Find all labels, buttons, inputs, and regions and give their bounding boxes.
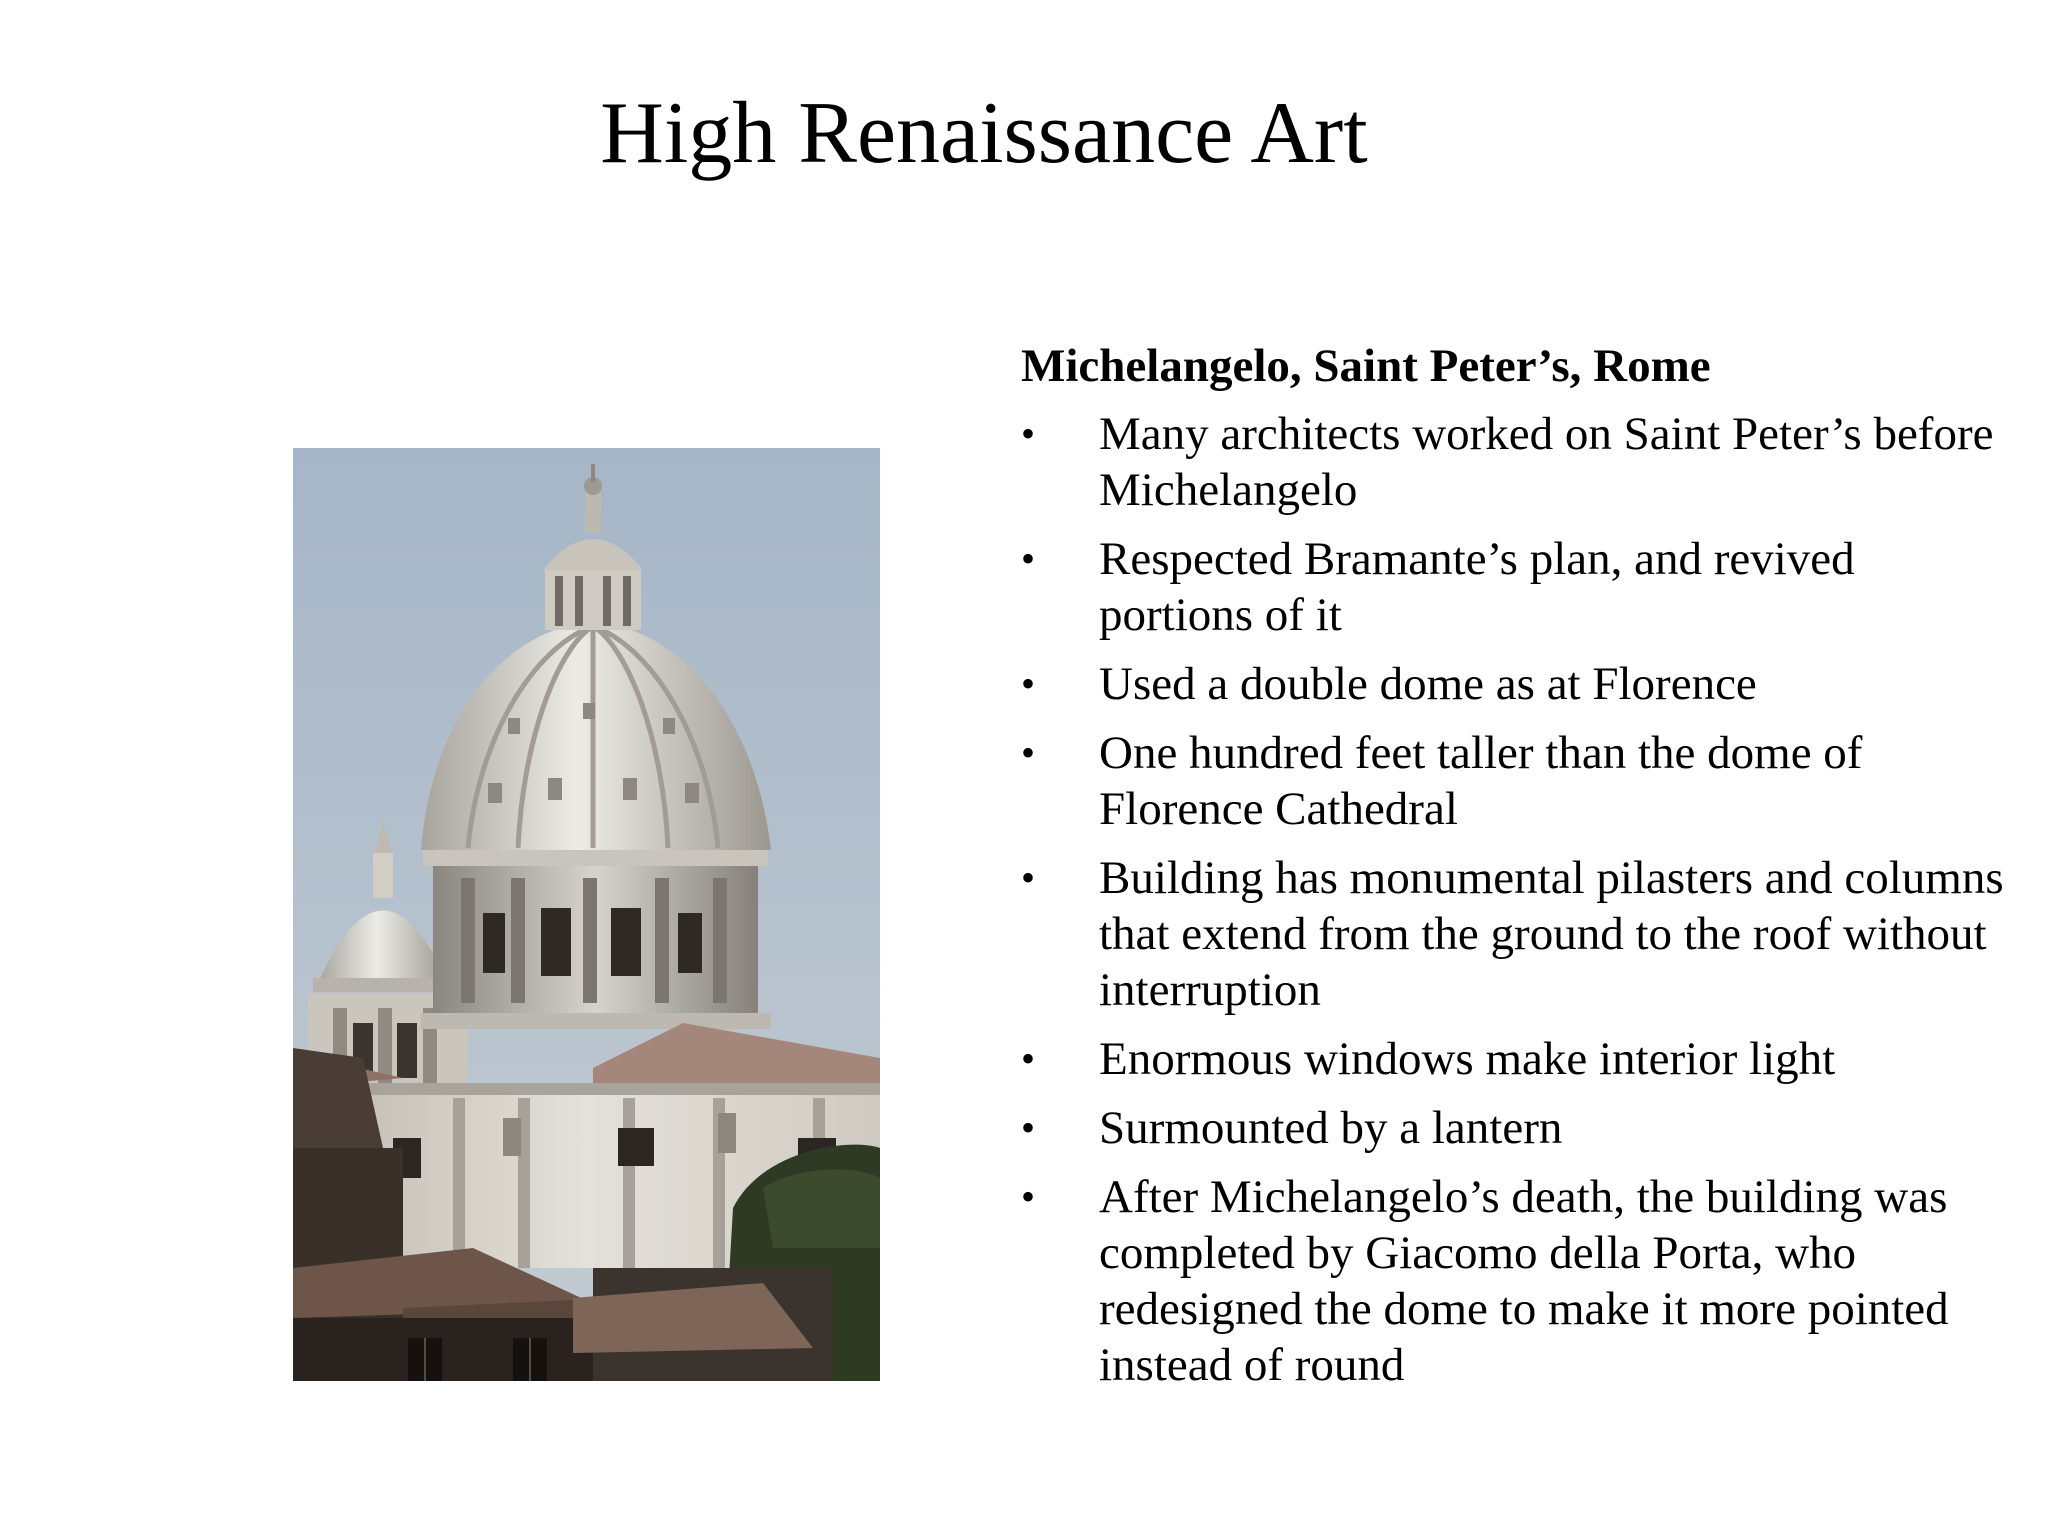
bullet-text: After Michelangelo’s death, the building was completed by Giacomo della Porta, who redesigned the dome to make it more pointed instead of round bbox=[1099, 1171, 1949, 1391]
slide-subtitle: Michelangelo, Saint Peter’s, Rome bbox=[1021, 340, 1711, 392]
bullet-dot-icon: • bbox=[1021, 1174, 1036, 1219]
bullet-text: Enormous windows make interior light bbox=[1099, 1033, 1836, 1085]
saint-peters-photo bbox=[293, 448, 880, 1381]
slide-title: High Renaissance Art bbox=[600, 85, 1368, 182]
bullet-item bbox=[1021, 1031, 2006, 1087]
bullet-text: Surmounted by a lantern bbox=[1099, 1102, 1563, 1154]
bullet-dot-icon: • bbox=[1021, 730, 1036, 775]
bullet-dot-icon: • bbox=[1021, 1105, 1036, 1150]
bullet-item bbox=[1021, 725, 2006, 837]
bullet-dot-icon: • bbox=[1021, 536, 1036, 581]
bullet-dot-icon: • bbox=[1021, 661, 1036, 706]
bullet-text: One hundred feet taller than the dome of Florence Cathedral bbox=[1099, 727, 1863, 835]
bullet-item bbox=[1021, 406, 2006, 518]
bullet-text: Many architects worked on Saint Peter’s before Michelangelo bbox=[1099, 408, 1994, 516]
bullet-item bbox=[1021, 1100, 2006, 1156]
bullet-item bbox=[1021, 1169, 2006, 1393]
bullet-dot-icon: • bbox=[1021, 855, 1036, 900]
bullet-item bbox=[1021, 656, 2006, 712]
bullet-list bbox=[1021, 406, 2006, 1393]
bullet-text: Respected Bramante’s plan, and revived portions of it bbox=[1099, 533, 1855, 641]
bullet-dot-icon: • bbox=[1021, 411, 1036, 456]
slide-content bbox=[1021, 334, 2006, 1406]
saint-peters-dome-illustration bbox=[293, 448, 880, 1381]
bullet-item bbox=[1021, 531, 2006, 643]
bullet-text: Building has monumental pilasters and columns that extend from the ground to the roof without interruption bbox=[1099, 852, 2004, 1016]
bullet-dot-icon: • bbox=[1021, 1036, 1036, 1081]
bullet-text: Used a double dome as at Florence bbox=[1099, 658, 1757, 710]
bullet-item bbox=[1021, 850, 2006, 1018]
